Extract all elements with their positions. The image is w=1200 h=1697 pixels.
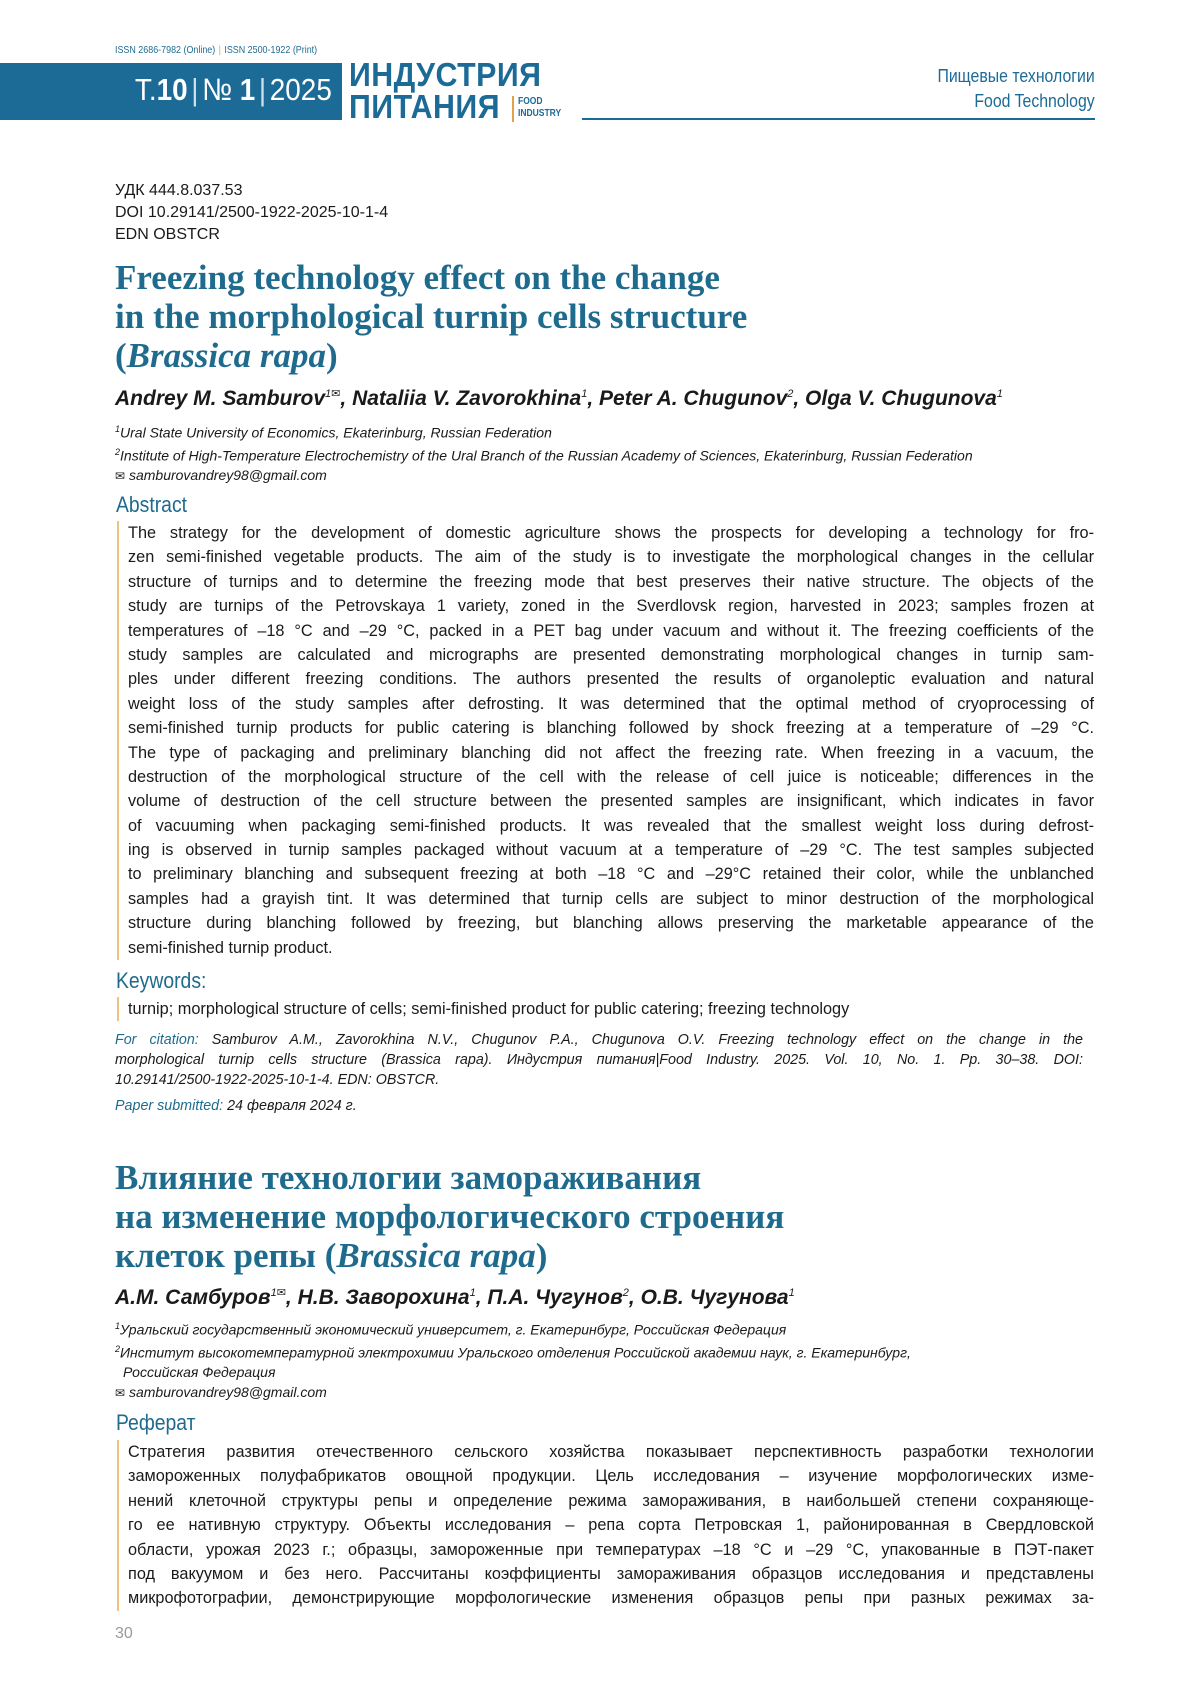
affiliation-continued: Российская Федерация [123, 1364, 276, 1381]
logo-divider [512, 96, 514, 122]
abstract-line: Стратегия развития отечественного сельского хозяйства показывает перспективность разработки технологии [128, 1443, 1094, 1461]
abstract-line: samples had a grayish tint. It was determined that turnip cells are subject to minor destruction of the morphological [128, 889, 1094, 908]
abstract-line: weight loss of the study samples after defrosting. It was determined that the optimal method of cryoprocessing of [128, 694, 1094, 713]
abstract-body [117, 521, 1094, 960]
abstract-heading-ru: Реферат [116, 1410, 196, 1435]
abstract-line: го ее нативную структуру. Объекты исследования – репа сорта Петровская 1, районированная в Свердловской [128, 1516, 1094, 1535]
affiliation [115, 443, 973, 466]
edn: EDN OBSTCR [115, 226, 220, 243]
abstract-line: to preliminary blanching and subsequent freezing at both –18 °C and –29°C retained their color, while the unblanched [128, 865, 1094, 884]
abstract-line: semi-finished turnip product. [128, 938, 333, 957]
author-name: Andrey M. Samburov [115, 387, 326, 410]
citation-label: For citation: [115, 1032, 199, 1048]
citation-line [115, 1030, 1083, 1050]
paren: ) [535, 1236, 548, 1275]
journal-logo-line2: ПИТАНИЯ [349, 88, 500, 125]
author-name: Nataliia V. Zavorokhina [352, 387, 582, 410]
affiliation [115, 1317, 911, 1340]
issn-print: ISSN 2500-1922 (Print) [224, 44, 318, 56]
email-line [115, 466, 973, 487]
author-affiliation-number: 1 [325, 388, 332, 400]
affiliation [115, 1340, 911, 1363]
author-name: О.В. Чугунова [640, 1286, 789, 1309]
submitted-date: 24 февраля 2024 г. [227, 1098, 357, 1114]
section-en: Food Technology [974, 91, 1095, 111]
author-name: Olga V. Chugunova [805, 387, 997, 410]
author-affiliation-number: 1 [581, 388, 588, 400]
author-affiliation-number: 1 [469, 1287, 476, 1299]
keywords-text: turnip; morphological structure of cells; semi-finished product for public catering; freezing technology [128, 1000, 850, 1018]
species-name: Brassica rapa [336, 1236, 536, 1275]
author-affiliation-number: 1 [270, 1287, 277, 1299]
issue-year: 2025 [269, 72, 332, 107]
journal-logo-en [518, 96, 561, 120]
keywords-heading: Keywords: [116, 968, 207, 993]
title-text: клеток репы ( [115, 1236, 337, 1275]
udk: УДК 444.8.037.53 [115, 182, 243, 199]
title-line [115, 336, 747, 375]
logo-en-line1: FOOD [518, 96, 543, 107]
author-affiliation-number: 2 [787, 388, 794, 400]
affiliation-text: Ural State University of Economics, Ekaterinburg, Russian Federation [120, 424, 552, 441]
abstract-line: volume of destruction of the cell structure between the presented samples are insignificant, which indicates in favor [128, 792, 1094, 811]
volume-number: 10 [156, 72, 188, 107]
abstract-line: нений клеточной структуры репы и определение режима замораживания, в наибольшей степени сохраняюще- [128, 1491, 1094, 1510]
citation-text: Samburov A.M., Zavorokhina N.V., Chugunov P.A., Chugunova O.V. Freezing technology effect on the change in the [211, 1032, 1083, 1048]
separator: | [191, 72, 199, 107]
corresponding-author-mail-icon: ✉ [276, 1287, 286, 1299]
citation-line: 10.29141/2500-1922-2025-10-1-4. EDN: OBSTCR. [115, 1072, 440, 1088]
author-separator: , [285, 1286, 298, 1309]
affiliation-number: 2 [115, 1344, 121, 1355]
abstract-line: destruction of the morphological structure of the cell with the release of cell juice is noticeable; differences in the [128, 767, 1094, 786]
title-line [115, 1236, 784, 1275]
email-link[interactable]: samburovandrey98@gmail.com [128, 467, 327, 484]
article-title-en [115, 258, 747, 375]
section-label [938, 64, 1095, 114]
email-link[interactable]: samburovandrey98@gmail.com [128, 1383, 327, 1400]
abstract-line: zen semi-finished vegetable products. The aim of the study is to investigate the morphological changes in the cellular [128, 548, 1094, 567]
paren: ) [326, 336, 338, 375]
email-line [115, 1383, 911, 1404]
mail-icon: ✉ [115, 469, 126, 484]
affiliation-text: Institute of High-Temperature Electrochemistry of the Ural Branch of the Russian Academy of Sciences, Ekaterinburg, Russian Federation [120, 447, 973, 464]
author-name: Н.В. Заворохина [297, 1286, 470, 1309]
citation-block [115, 1030, 1083, 1116]
affiliation-text: Институт высокотемпературной электрохимии Уральского отделения Российской академии наук, г. Екатеринбург, [120, 1344, 911, 1361]
author-separator: , [793, 387, 806, 410]
abstract-line: ples under different freezing conditions. The authors presented the results of organoleptic evaluation and natural [128, 670, 1094, 689]
author-separator: , [587, 387, 600, 410]
issue-band [0, 63, 342, 120]
title-line: in the morphological turnip cells structure [115, 297, 748, 336]
author-separator: , [628, 1286, 641, 1309]
corresponding-author-mail-icon: ✉ [331, 388, 341, 400]
abstract-body-ru [117, 1440, 1094, 1611]
affiliation-number: 1 [115, 424, 121, 434]
affiliation-text: Уральский государственный экономический университет, г. Екатеринбург, Российская Федерация [120, 1321, 787, 1338]
abstract-line: The type of packaging and preliminary blanching did not affect the freezing rate. When freezing in a vacuum, the [128, 743, 1094, 762]
author-affiliation-number: 2 [622, 1287, 629, 1299]
affiliations-en [115, 420, 973, 487]
keywords-body [117, 997, 1094, 1021]
abstract-line: structure during blanching followed by freezing, but blanching allows preserving the marketable appearance of the [128, 914, 1094, 933]
author-affiliation-number: 1 [996, 388, 1003, 400]
doi: DOI 10.29141/2500-1922-2025-10-1-4 [115, 204, 389, 221]
authors-en [115, 387, 1003, 411]
title-line: Freezing technology effect on the change [115, 258, 720, 297]
submitted-label: Paper submitted: [115, 1098, 224, 1114]
citation-line: morphological turnip cells structure (Brassica rapa). Индустрия питания|Food Industry. 2025. Vol. 10, No. 1. Pp. 30–38. DOI: [115, 1052, 1083, 1068]
affiliations-ru [115, 1317, 911, 1403]
abstract-line: study are turnips of the Petrovskaya 1 variety, zoned in the Sverdlovsk region, harvested in 2023; samples frozen at [128, 597, 1094, 616]
abstract-line: of vacuuming when packaging semi-finished products. It was revealed that the smallest weight loss during defrost- [128, 816, 1094, 835]
author-name: П.А. Чугунов [487, 1286, 623, 1309]
issn-separator: | [218, 44, 221, 56]
article-identifiers [115, 180, 388, 246]
paren: ( [115, 336, 127, 375]
author-name: Peter A. Chugunov [599, 387, 788, 410]
author-name: А.М. Самбуров [115, 1286, 271, 1309]
issue-info [135, 72, 332, 108]
abstract-line: ing is observed in turnip samples packaged without vacuum at a temperature of –29 °C. The test samples subjected [128, 841, 1094, 860]
abstract-line: под вакуумом и без него. Рассчитаны коэффициенты замораживания образцов исследования и представлены [128, 1564, 1094, 1583]
header-rule [582, 118, 1095, 120]
abstract-line: structure of turnips and to determine the freezing mode that best preserves their native structure. The objects of the [128, 572, 1094, 591]
submitted-line [115, 1096, 1083, 1116]
authors-ru [115, 1286, 795, 1310]
issn-online: ISSN 2686-7982 (Online) [115, 44, 216, 56]
volume-label: Т. [135, 72, 157, 107]
abstract-line: temperatures of –18 °C and –29 °C, packed in a PET bag under vacuum and without it. The freezing coefficients of the [128, 621, 1094, 640]
abstract-heading: Abstract [116, 492, 188, 517]
section-ru: Пищевые технологии [937, 66, 1095, 86]
author-separator: , [475, 1286, 488, 1309]
affiliation [115, 420, 973, 443]
author-separator: , [340, 387, 353, 410]
separator: | [259, 72, 267, 107]
abstract-line: study samples are calculated and micrographs are presented demonstrating morphological changes in turnip sam- [128, 645, 1094, 664]
issue-number: 1 [239, 72, 256, 107]
species-name: Brassica rapa [126, 336, 326, 375]
affiliation-number: 1 [115, 1321, 121, 1331]
affiliation-number: 2 [115, 447, 121, 458]
page-number: 30 [115, 1625, 133, 1642]
mail-icon: ✉ [115, 1385, 126, 1400]
abstract-line: semi-finished turnip products for public catering is blanching followed by shock freezing at a temperature of –29 °C. [128, 719, 1094, 738]
issn-line [115, 44, 317, 56]
article-title-ru [115, 1158, 784, 1275]
abstract-line: замороженных полуфабрикатов овощной продукции. Цель исследования – изучение морфологических изме- [128, 1467, 1094, 1486]
abstract-line: области, урожая 2023 г.; образцы, замороженные при температурах –18 °С и –29 °С, упакованные в ПЭТ-пакет [128, 1540, 1094, 1559]
journal-logo-line1: ИНДУСТРИЯ [349, 56, 542, 93]
title-line: на изменение морфологического строения [115, 1197, 785, 1236]
logo-en-line2: INDUSTRY [518, 108, 562, 119]
author-affiliation-number: 1 [788, 1287, 795, 1299]
issue-label: № [202, 72, 233, 107]
title-line: Влияние технологии замораживания [115, 1158, 702, 1197]
abstract-line: The strategy for the development of domestic agriculture shows the prospects for developing a technology for fro- [128, 524, 1094, 542]
abstract-line: микрофотографии, демонстрирующие морфологические изменения образцов репы при разных режимах за- [128, 1589, 1094, 1608]
